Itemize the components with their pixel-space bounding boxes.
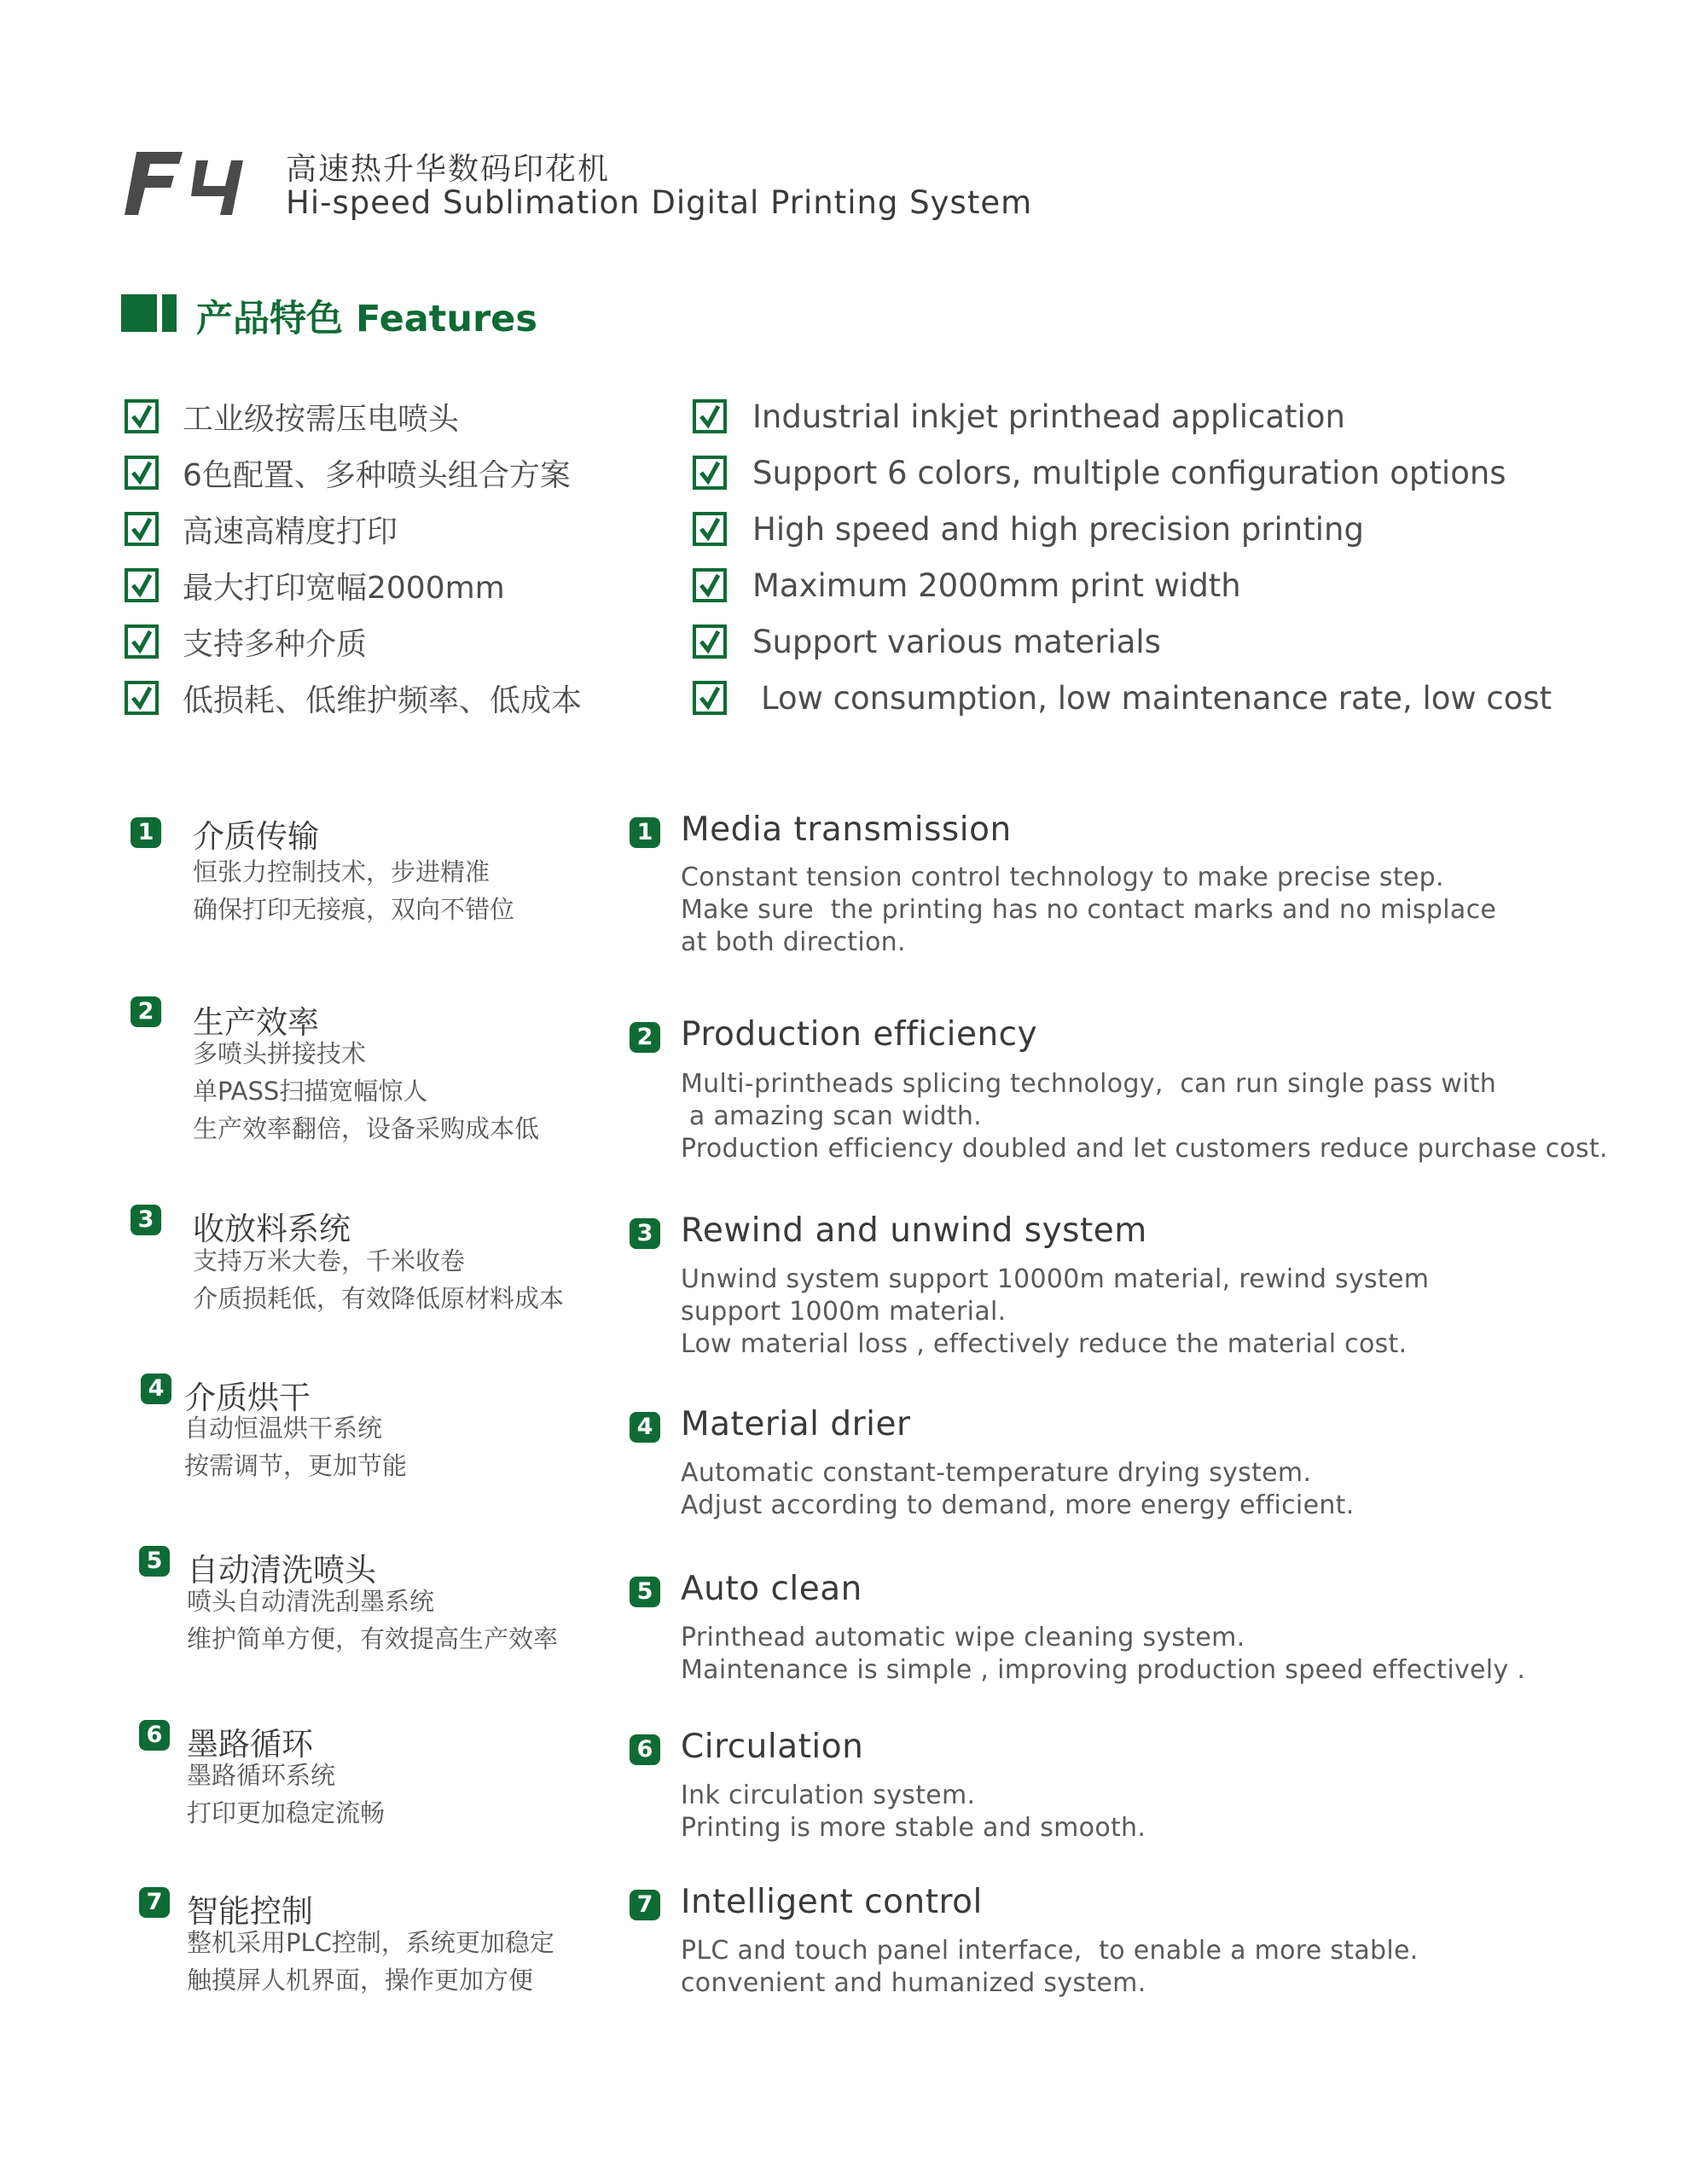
item-5-title-en: Auto clean [681, 1570, 862, 1608]
item-5-badge-en: 5 [630, 1577, 660, 1607]
item-5-badge: 5 [139, 1546, 170, 1577]
checkbox-icon [125, 681, 159, 715]
item-6-title-en: Circulation [681, 1728, 864, 1766]
item-1-badge-en: 1 [630, 817, 660, 848]
item-4-title-en: Material drier [681, 1405, 911, 1443]
feature-text: Support 6 colors, multiple configuration options [752, 454, 1506, 491]
desc-line: 自动恒温烘干系统 [184, 1414, 383, 1443]
item-6-badge-en: 6 [630, 1734, 660, 1765]
checkbox-icon [693, 456, 727, 490]
item-1-desc-en: Constant tension control technology to make precise step. Make sure the printing has no contact marks and no misplace at both direction. [681, 863, 1497, 957]
item-3-badge-en: 3 [630, 1218, 660, 1249]
item-3-badge: 3 [131, 1205, 161, 1235]
f4-logo-graphic [121, 143, 249, 218]
item-6-desc-zh [187, 1757, 385, 1832]
item-4-desc-zh [184, 1409, 407, 1484]
feature-text: 6色配置、多种喷头组合方案 [183, 457, 571, 493]
item-2-desc-zh [193, 1035, 539, 1147]
desc-line: 喷头自动清洗刮墨系统 [187, 1587, 435, 1616]
desc-line: 恒张力控制技术，步进精准 [193, 857, 490, 886]
desc-line: 单PASS扫描宽幅惊人 [193, 1077, 428, 1106]
item-4-badge: 4 [141, 1374, 171, 1404]
checkbox-icon [693, 624, 727, 659]
checkbox-icon [125, 399, 159, 433]
desc-line: 介质损耗低，有效降低原材料成本 [193, 1284, 565, 1313]
item-2-badge: 2 [131, 996, 161, 1027]
item-6-title-zh: 墨路循环 [187, 1726, 313, 1763]
feature-item [125, 501, 653, 557]
desc-line: 确保打印无接痕，双向不错位 [193, 895, 515, 924]
item-7-desc-zh [187, 1924, 554, 1999]
feature-item [693, 444, 1674, 501]
item-6-badge: 6 [139, 1720, 170, 1751]
checkbox-icon [125, 568, 159, 602]
feature-list-zh [125, 388, 653, 726]
feature-text: 低损耗、低维护频率、低成本 [183, 682, 583, 718]
checkbox-icon [125, 456, 159, 490]
item-4-title-zh: 介质烘干 [184, 1380, 311, 1416]
desc-line: 支持万米大卷，千米收卷 [193, 1246, 466, 1275]
desc-line: 触摸屏人机界面，操作更加方便 [187, 1966, 534, 1995]
item-3-title-zh: 收放料系统 [193, 1211, 351, 1247]
item-5-desc-zh [187, 1583, 558, 1658]
feature-text: 高速高精度打印 [183, 514, 398, 549]
feature-item [693, 557, 1674, 613]
product-title-en: Hi-speed Sublimation Digital Printing System [286, 184, 1033, 221]
item-4-badge-en: 4 [630, 1412, 660, 1443]
feature-text: Low consumption, low maintenance rate, low cost [761, 679, 1553, 717]
item-1-title-zh: 介质传输 [193, 818, 319, 855]
checkbox-icon [125, 512, 159, 546]
item-2-desc-en: Multi-printheads splicing technology, can run single pass with a amazing scan width. Production efficiency doubled and let customers reduce purchase cost. [681, 1069, 1608, 1164]
desc-line: 维护简单方便，有效提高生产效率 [187, 1624, 559, 1653]
section-title: 产品特色 Features [196, 298, 537, 340]
feature-item [125, 557, 653, 613]
feature-text: High speed and high precision printing [752, 510, 1364, 548]
desc-line: 整机采用PLC控制，系统更加稳定 [187, 1928, 554, 1957]
item-7-desc-en: PLC and touch panel interface, to enable a more stable. convenient and humanized system. [681, 1936, 1419, 1998]
feature-item [125, 613, 653, 670]
feature-text: 最大打印宽幅2000mm [183, 570, 505, 606]
checkbox-icon [693, 681, 727, 715]
checkbox-icon [693, 399, 727, 433]
checkbox-icon [125, 624, 159, 659]
item-1-badge: 1 [131, 817, 161, 848]
item-2-title-zh: 生产效率 [193, 1004, 319, 1041]
desc-line: 生产效率翻倍，设备采购成本低 [193, 1114, 540, 1143]
feature-text: 支持多种介质 [183, 626, 368, 662]
item-5-desc-en: Printhead automatic wipe cleaning system. Maintenance is simple , improving production speed effectively . [681, 1623, 1526, 1685]
feature-list-en [693, 388, 1674, 726]
item-5-title-zh: 自动清洗喷头 [187, 1552, 376, 1589]
feature-text: Industrial inkjet printhead application [752, 398, 1345, 435]
feature-item [693, 670, 1674, 726]
checkbox-icon [693, 568, 727, 602]
item-7-title-en: Intelligent control [681, 1883, 983, 1921]
item-6-desc-en: Ink circulation system. Printing is more stable and smooth. [681, 1780, 1146, 1843]
desc-line: 墨路循环系统 [187, 1761, 336, 1790]
feature-item [125, 388, 653, 444]
feature-item [125, 444, 653, 501]
desc-line: 多喷头拼接技术 [193, 1039, 367, 1068]
desc-line: 打印更加稳定流畅 [187, 1798, 386, 1827]
feature-text: Maximum 2000mm print width [752, 566, 1241, 604]
feature-text: 工业级按需压电喷头 [183, 401, 460, 437]
item-1-desc-zh [193, 853, 514, 928]
item-3-title-en: Rewind and unwind system [681, 1211, 1147, 1250]
item-2-badge-en: 2 [630, 1022, 660, 1053]
f4-logo [121, 143, 249, 218]
item-7-badge: 7 [139, 1887, 170, 1918]
feature-item [125, 670, 653, 726]
desc-line: 按需调节，更加节能 [184, 1451, 408, 1480]
feature-text: Support various materials [752, 623, 1161, 660]
item-3-desc-zh [193, 1242, 564, 1317]
feature-item [693, 613, 1674, 670]
item-3-desc-en: Unwind system support 10000m material, rewind system support 1000m material. Low material loss , effectively reduce the material cost. [681, 1264, 1430, 1359]
item-7-badge-en: 7 [630, 1890, 660, 1920]
item-4-desc-en: Automatic constant-temperature drying system. Adjust according to demand, more energy efficient. [681, 1458, 1355, 1520]
feature-item [693, 388, 1674, 444]
checkbox-icon [693, 512, 727, 546]
item-2-title-en: Production efficiency [681, 1015, 1038, 1054]
item-1-title-en: Media transmission [681, 810, 1012, 849]
item-7-title-zh: 智能控制 [187, 1893, 313, 1930]
product-title-zh: 高速热升华数码印花机 [286, 152, 611, 187]
section-marker [121, 294, 181, 332]
feature-item [693, 501, 1674, 557]
